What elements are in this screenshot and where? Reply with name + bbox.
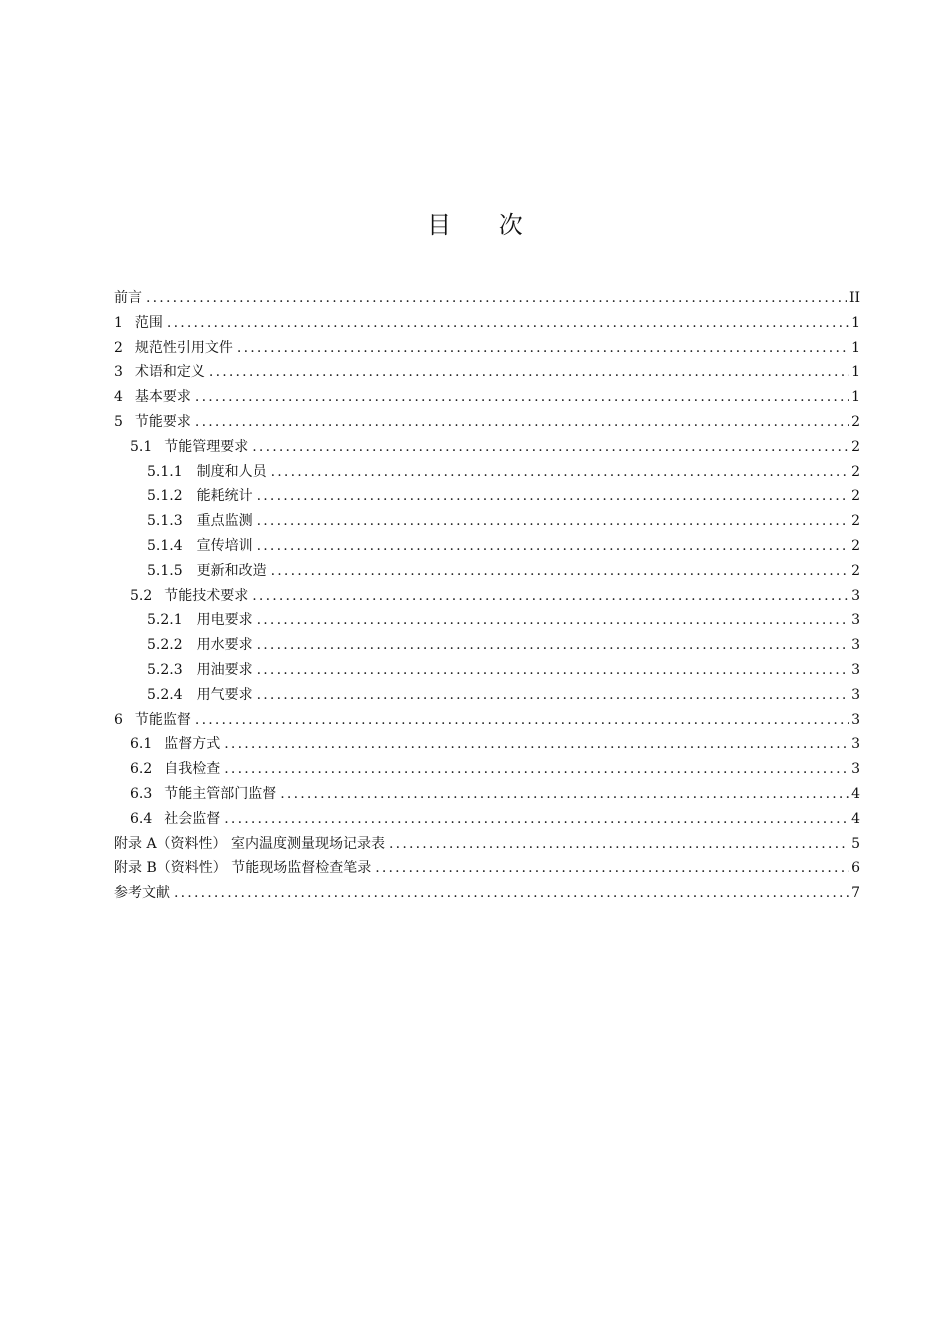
toc-entry-page: 1 xyxy=(851,339,860,356)
toc-entry-label: 规范性引用文件 xyxy=(134,339,233,356)
toc-entry-label: 宣传培训 xyxy=(196,537,253,554)
toc-entry[interactable] xyxy=(114,435,860,460)
toc-entry-number: 6.4 xyxy=(130,810,153,827)
toc-entry-page: 2 xyxy=(851,463,860,480)
toc-entry[interactable] xyxy=(114,286,860,311)
toc-dot-leader xyxy=(375,856,849,881)
toc-entry-number: 5.1.2 xyxy=(147,488,183,505)
toc-entry-page: 1 xyxy=(851,364,860,381)
toc-dot-leader xyxy=(146,286,847,311)
toc-entry[interactable] xyxy=(114,856,860,881)
toc-entry-label: 节能管理要求 xyxy=(164,438,249,455)
toc-entry[interactable] xyxy=(114,410,860,435)
toc-entry-label: 节能技术要求 xyxy=(164,587,249,604)
toc-entry-number: 3 xyxy=(114,364,123,381)
toc-entry-number: 5.2.2 xyxy=(147,637,183,654)
toc-entry[interactable] xyxy=(114,658,860,683)
toc-entry[interactable] xyxy=(114,881,860,906)
toc-entry-number: 2 xyxy=(114,339,123,356)
toc-dot-leader xyxy=(389,832,849,857)
toc-dot-leader xyxy=(252,584,849,609)
toc-entry[interactable] xyxy=(114,336,860,361)
toc-dot-leader xyxy=(271,460,849,485)
toc-entry-page: 5 xyxy=(851,835,860,852)
toc-entry-label: 监督方式 xyxy=(164,736,221,753)
toc-dot-leader xyxy=(257,608,849,633)
toc-entry-label: 附录 B（资料性） 节能现场监督检查笔录 xyxy=(114,860,372,877)
toc-entry-page: 3 xyxy=(851,736,860,753)
toc-entry-page: 7 xyxy=(851,885,860,902)
toc-entry-page: 2 xyxy=(851,438,860,455)
toc-entry-label: 重点监测 xyxy=(196,513,253,530)
toc-dot-leader xyxy=(167,311,849,336)
toc-entry-label: 前言 xyxy=(114,290,142,306)
toc-entry-number: 6.3 xyxy=(130,785,153,802)
toc-entry-page: 1 xyxy=(851,314,860,331)
toc-entry-label: 社会监督 xyxy=(164,810,221,827)
toc-entry-number: 5.2 xyxy=(130,587,153,604)
toc-entry-label: 用水要求 xyxy=(196,637,253,654)
toc-dot-leader xyxy=(224,732,849,757)
toc-entry-label: 能耗统计 xyxy=(196,488,253,505)
toc-entry[interactable] xyxy=(114,534,860,559)
toc-entry-label: 节能要求 xyxy=(134,413,191,430)
toc-entry-page: 2 xyxy=(851,413,860,430)
toc-entry-number: 6.1 xyxy=(130,736,153,753)
toc-entry[interactable] xyxy=(114,385,860,410)
toc-entry-page: 4 xyxy=(851,810,860,827)
toc-entry[interactable] xyxy=(114,633,860,658)
toc-entry-number: 5.1.5 xyxy=(147,562,183,579)
toc-dot-leader xyxy=(195,708,849,733)
toc-entry-label: 用电要求 xyxy=(196,612,253,629)
toc-entry-label: 节能监督 xyxy=(134,711,191,728)
toc-entry-label: 用油要求 xyxy=(196,661,253,678)
toc-dot-leader xyxy=(280,782,849,807)
toc-entry-number: 5.1.4 xyxy=(147,537,183,554)
toc-entry-page: 2 xyxy=(851,562,860,579)
toc-entry-page: 2 xyxy=(851,513,860,530)
toc-entry[interactable] xyxy=(114,559,860,584)
toc-entry-number: 5 xyxy=(114,413,123,430)
toc-entry-number: 5.1.1 xyxy=(147,463,183,480)
toc-entry-page: 6 xyxy=(851,860,860,877)
toc-entry-number: 1 xyxy=(114,314,123,331)
toc-entry[interactable] xyxy=(114,683,860,708)
table-of-contents xyxy=(114,286,860,906)
toc-dot-leader xyxy=(174,881,849,906)
toc-entry[interactable] xyxy=(114,484,860,509)
page-title: 目 次 xyxy=(427,211,543,239)
toc-entry-number: 5.1 xyxy=(130,438,153,455)
toc-entry-page: 2 xyxy=(851,488,860,505)
toc-entry[interactable] xyxy=(114,807,860,832)
toc-entry-label: 范围 xyxy=(134,314,163,331)
toc-dot-leader xyxy=(195,410,849,435)
toc-entry[interactable] xyxy=(114,311,860,336)
toc-dot-leader xyxy=(195,385,849,410)
toc-entry[interactable] xyxy=(114,360,860,385)
toc-entry-page: 3 xyxy=(851,587,860,604)
toc-dot-leader xyxy=(252,435,849,460)
toc-dot-leader xyxy=(237,336,849,361)
toc-entry[interactable] xyxy=(114,509,860,534)
toc-entry-label: 基本要求 xyxy=(134,389,191,406)
toc-entry-page: II xyxy=(848,290,860,306)
toc-dot-leader xyxy=(257,633,849,658)
toc-entry[interactable] xyxy=(114,460,860,485)
toc-entry[interactable] xyxy=(114,708,860,733)
toc-entry[interactable] xyxy=(114,782,860,807)
toc-entry-number: 5.1.3 xyxy=(147,513,183,530)
toc-entry-page: 3 xyxy=(851,711,860,728)
toc-entry-label: 术语和定义 xyxy=(134,364,205,381)
toc-entry-label: 节能主管部门监督 xyxy=(164,785,277,802)
toc-entry[interactable] xyxy=(114,608,860,633)
toc-entry-label: 附录 A（资料性） 室内温度测量现场记录表 xyxy=(114,835,386,852)
toc-entry-page: 3 xyxy=(851,612,860,629)
toc-entry-label: 制度和人员 xyxy=(196,463,267,480)
toc-entry-number: 5.2.3 xyxy=(147,661,183,678)
toc-entry-page: 1 xyxy=(851,389,860,406)
toc-entry[interactable] xyxy=(114,584,860,609)
toc-entry-page: 3 xyxy=(851,661,860,678)
toc-entry-page: 3 xyxy=(851,637,860,654)
toc-dot-leader xyxy=(209,360,849,385)
toc-entry[interactable] xyxy=(114,832,860,857)
toc-dot-leader xyxy=(224,807,849,832)
toc-entry-page: 4 xyxy=(851,785,860,802)
toc-entry-number: 5.2.4 xyxy=(147,686,183,703)
toc-entry-page: 2 xyxy=(851,537,860,554)
toc-entry-page: 3 xyxy=(851,686,860,703)
toc-dot-leader xyxy=(271,559,849,584)
toc-entry[interactable] xyxy=(114,757,860,782)
toc-dot-leader xyxy=(257,509,849,534)
toc-dot-leader xyxy=(257,484,849,509)
toc-entry[interactable] xyxy=(114,732,860,757)
toc-entry-number: 6.2 xyxy=(130,761,153,778)
toc-entry-number: 6 xyxy=(114,711,123,728)
toc-dot-leader xyxy=(257,658,849,683)
toc-entry-label: 参考文献 xyxy=(114,885,170,902)
toc-entry-number: 4 xyxy=(114,389,123,406)
toc-dot-leader xyxy=(257,683,849,708)
toc-entry-label: 更新和改造 xyxy=(196,562,267,579)
toc-dot-leader xyxy=(257,534,849,559)
toc-entry-page: 3 xyxy=(851,761,860,778)
toc-entry-label: 用气要求 xyxy=(196,686,253,703)
toc-dot-leader xyxy=(224,757,849,782)
toc-entry-label: 自我检查 xyxy=(164,761,221,778)
toc-entry-number: 5.2.1 xyxy=(147,612,183,629)
